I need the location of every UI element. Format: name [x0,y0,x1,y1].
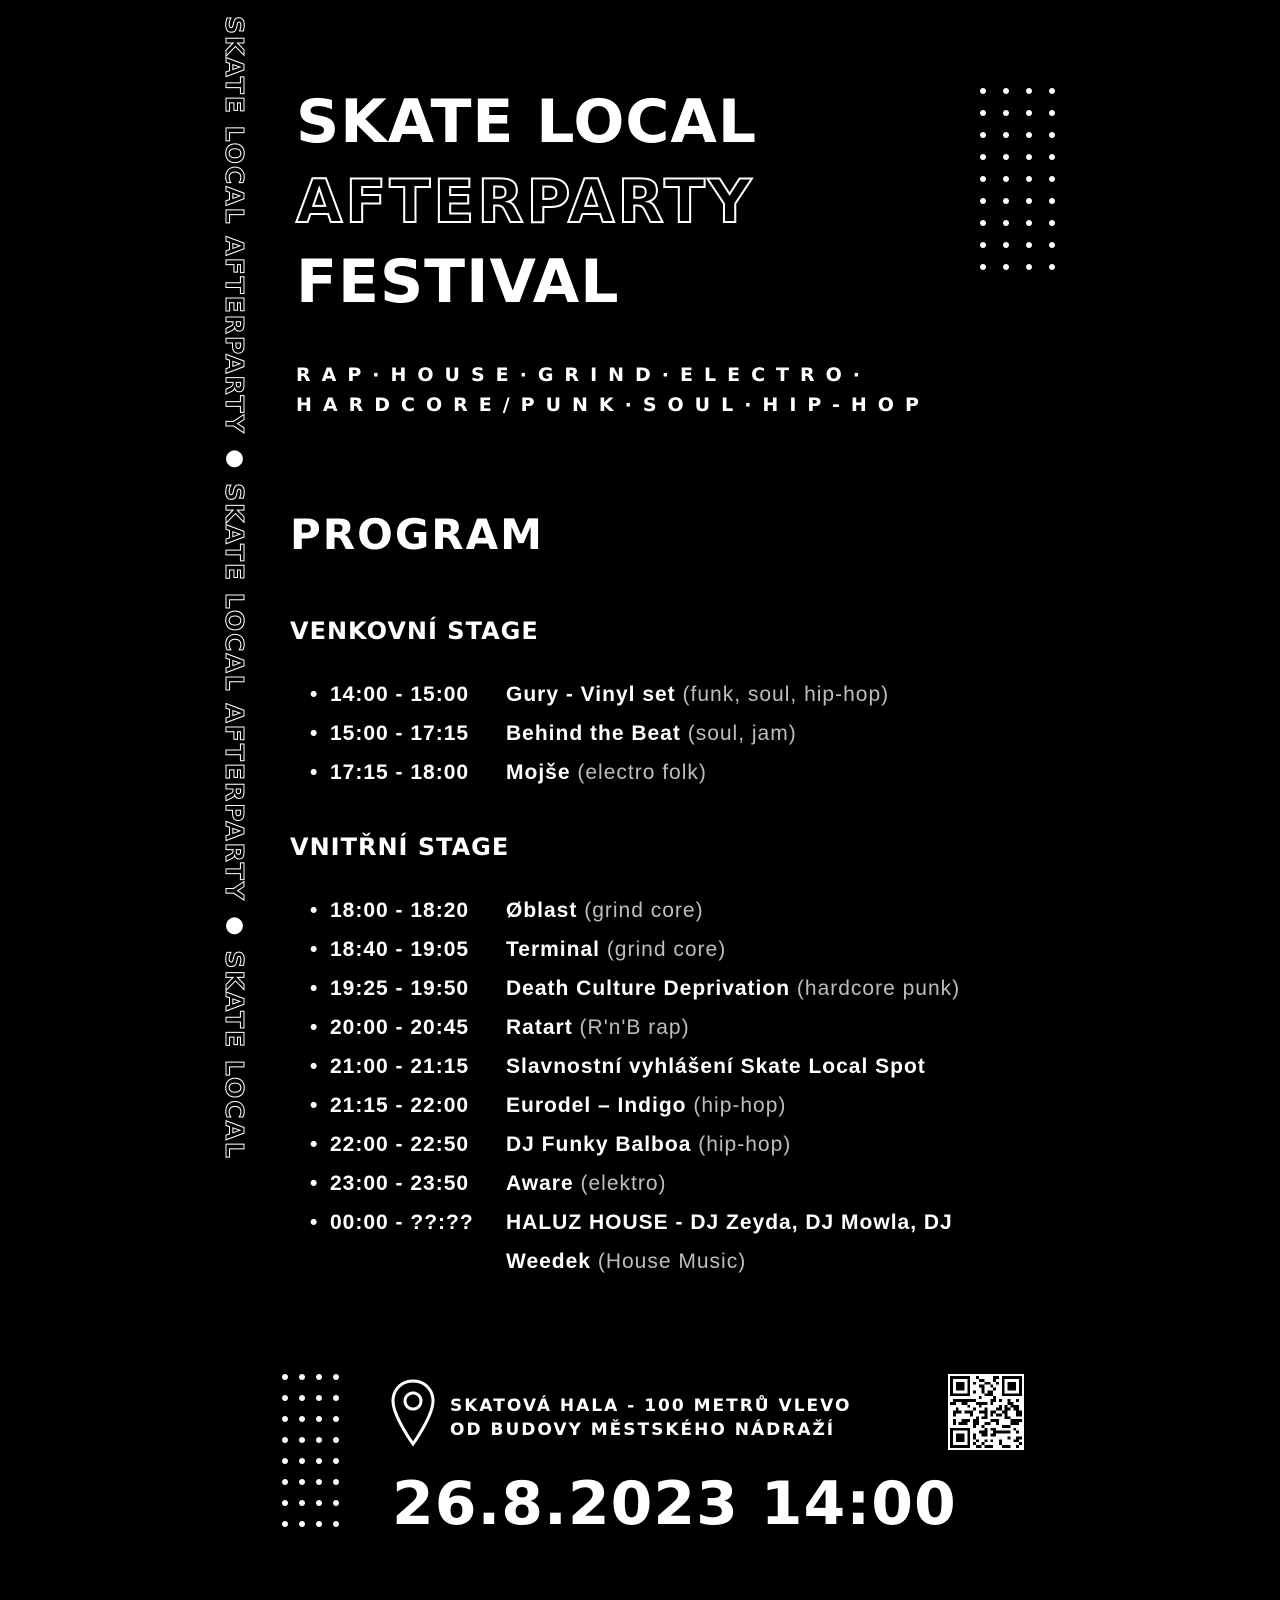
bullet-icon: • [310,761,319,784]
decor-dot [980,132,986,138]
slot-genre: (hip-hop) [693,1094,787,1117]
bullet-icon: • [310,977,319,1000]
slot-time: 14:00 - 15:00 [330,683,470,706]
slot-act: Aware [506,1172,574,1195]
dot-pattern-decoration [980,88,1055,270]
decor-dot [316,1521,322,1527]
slot-act: Mojše [506,761,571,784]
decor-dot [1026,264,1032,270]
side-strip-dot: ● [222,912,247,940]
decor-dot [1026,176,1032,182]
schedule-item [310,930,1030,969]
decor-dot [1003,242,1009,248]
title-line-1: SKATE LOCAL [296,87,758,157]
schedule-item [310,891,1030,930]
decor-dot [1049,264,1055,270]
decor-dot [1026,154,1032,160]
decor-dot [1049,176,1055,182]
decor-dot [333,1374,339,1380]
bullet-icon: • [310,1094,319,1117]
decor-dot [1049,88,1055,94]
side-strip [220,16,249,1600]
decor-dot [299,1521,305,1527]
slot-time: 17:15 - 18:00 [330,761,470,784]
slot-time: 18:00 - 18:20 [330,899,470,922]
genre-list [296,360,930,420]
decor-dot [980,110,986,116]
decor-dot [980,88,986,94]
decor-dot [299,1458,305,1464]
schedule-item [310,753,1030,792]
decor-dot [980,220,986,226]
decor-dot [282,1395,288,1401]
decor-dot [1049,198,1055,204]
decor-dot [1026,220,1032,226]
outdoor-schedule [310,675,1030,792]
indoor-stage-heading: VNITŘNÍ STAGE [290,833,510,861]
dot-pattern-decoration [282,1374,339,1527]
decor-dot [1026,88,1032,94]
decor-dot [282,1521,288,1527]
slot-time: 21:00 - 21:15 [330,1055,470,1078]
bullet-icon: • [310,1211,319,1234]
indoor-schedule [310,891,1030,1281]
slot-genre: (R'n'B rap) [579,1016,690,1039]
map-pin-icon [390,1378,436,1448]
slot-genre: (hardcore punk) [796,977,961,1000]
title-line-3: FESTIVAL [296,247,620,317]
slot-time: 22:00 - 22:50 [330,1133,470,1156]
bullet-icon: • [310,1172,319,1195]
side-strip-segment: SKATE LOCAL AFTERPARTY [220,483,249,902]
decor-dot [282,1500,288,1506]
decor-dot [316,1437,322,1443]
schedule-item [310,714,1030,753]
schedule-item [310,1008,1030,1047]
decor-dot [299,1479,305,1485]
decor-dot [282,1437,288,1443]
slot-genre: (elektro) [580,1172,667,1195]
slot-genre: (hip-hop) [698,1133,792,1156]
decor-dot [299,1437,305,1443]
decor-dot [299,1374,305,1380]
slot-act: Slavnostní vyhlášení Skate Local Spot [506,1055,926,1078]
decor-dot [980,154,986,160]
decor-dot [1049,154,1055,160]
slot-act: Eurodel – Indigo [506,1094,687,1117]
slot-act: Ratart [506,1016,573,1039]
bullet-icon: • [310,938,319,961]
decor-dot [316,1374,322,1380]
genre-line: HARDCORE/PUNK·SOUL·HIP-HOP [296,394,930,416]
slot-time: 18:40 - 19:05 [330,938,470,961]
decor-dot [980,198,986,204]
decor-dot [1049,110,1055,116]
slot-time: 15:00 - 17:15 [330,722,470,745]
genre-line: RAP·HOUSE·GRIND·ELECTRO· [296,364,871,386]
decor-dot [1003,132,1009,138]
slot-time: 19:25 - 19:50 [330,977,470,1000]
bullet-icon: • [310,899,319,922]
slot-time: 21:15 - 22:00 [330,1094,470,1117]
slot-act: HALUZ HOUSE - DJ Zeyda, DJ Mowla, DJ Weedek [506,1211,953,1273]
slot-act: Death Culture Deprivation [506,977,791,1000]
decor-dot [1003,220,1009,226]
decor-dot [333,1479,339,1485]
decor-dot [980,242,986,248]
program-heading: PROGRAM [290,510,544,559]
decor-dot [316,1458,322,1464]
decor-dot [333,1416,339,1422]
slot-act: Behind the Beat [506,722,681,745]
side-strip-tail: SKATE LOCAL [220,950,249,1160]
decor-dot [1026,198,1032,204]
outdoor-stage-heading: VENKOVNÍ STAGE [290,617,539,645]
bullet-icon: • [310,683,319,706]
decor-dot [1026,110,1032,116]
decor-dot [333,1458,339,1464]
schedule-item [310,1047,1030,1086]
venue-address [450,1394,851,1442]
decor-dot [333,1437,339,1443]
slot-genre: (grind core) [606,938,727,961]
decor-dot [1003,110,1009,116]
decor-dot [980,176,986,182]
decor-dot [282,1479,288,1485]
qr-code-icon [948,1374,1024,1450]
side-strip-dot: ● [222,445,247,473]
slot-act: Øblast [506,899,578,922]
bullet-icon: • [310,1016,319,1039]
schedule-item [310,1164,1030,1203]
decor-dot [1049,220,1055,226]
decor-dot [282,1416,288,1422]
decor-dot [333,1395,339,1401]
slot-genre: (electro folk) [577,761,707,784]
decor-dot [1003,176,1009,182]
address-line: OD BUDOVY MĚSTSKÉHO NÁDRAŽÍ [450,1420,836,1440]
slot-act: Terminal [506,938,600,961]
decor-dot [1003,198,1009,204]
decor-dot [299,1500,305,1506]
decor-dot [1003,264,1009,270]
slot-time: 23:00 - 23:50 [330,1172,470,1195]
schedule-item [310,969,1030,1008]
decor-dot [282,1374,288,1380]
decor-dot [1003,88,1009,94]
schedule-item [310,1203,1030,1281]
schedule-item [310,1125,1030,1164]
event-datetime: 26.8.2023 14:00 [392,1469,957,1539]
schedule-item [310,675,1030,714]
decor-dot [1049,242,1055,248]
decor-dot [316,1395,322,1401]
decor-dot [299,1395,305,1401]
decor-dot [1026,132,1032,138]
decor-dot [282,1458,288,1464]
bullet-icon: • [310,722,319,745]
slot-genre: (funk, soul, hip-hop) [682,683,890,706]
decor-dot [333,1500,339,1506]
bullet-icon: • [310,1133,319,1156]
side-strip-text [220,16,249,1160]
decor-dot [316,1500,322,1506]
slot-genre: (soul, jam) [687,722,797,745]
side-strip-segment: SKATE LOCAL AFTERPARTY [220,16,249,435]
slot-time: 20:00 - 20:45 [330,1016,470,1039]
decor-dot [316,1416,322,1422]
slot-genre: (grind core) [584,899,704,922]
decor-dot [1003,154,1009,160]
slot-genre: (House Music) [597,1250,747,1273]
slot-act: Gury - Vinyl set [506,683,676,706]
slot-time: 00:00 - ??:?? [330,1211,474,1234]
title-line-2: AFTERPARTY [296,167,755,237]
address-line: SKATOVÁ HALA - 100 METRŮ VLEVO [450,1396,852,1416]
bullet-icon: • [310,1055,319,1078]
decor-dot [980,264,986,270]
decor-dot [1026,242,1032,248]
slot-act: DJ Funky Balboa [506,1133,692,1156]
decor-dot [333,1521,339,1527]
schedule-item [310,1086,1030,1125]
decor-dot [1049,132,1055,138]
decor-dot [316,1479,322,1485]
decor-dot [299,1416,305,1422]
